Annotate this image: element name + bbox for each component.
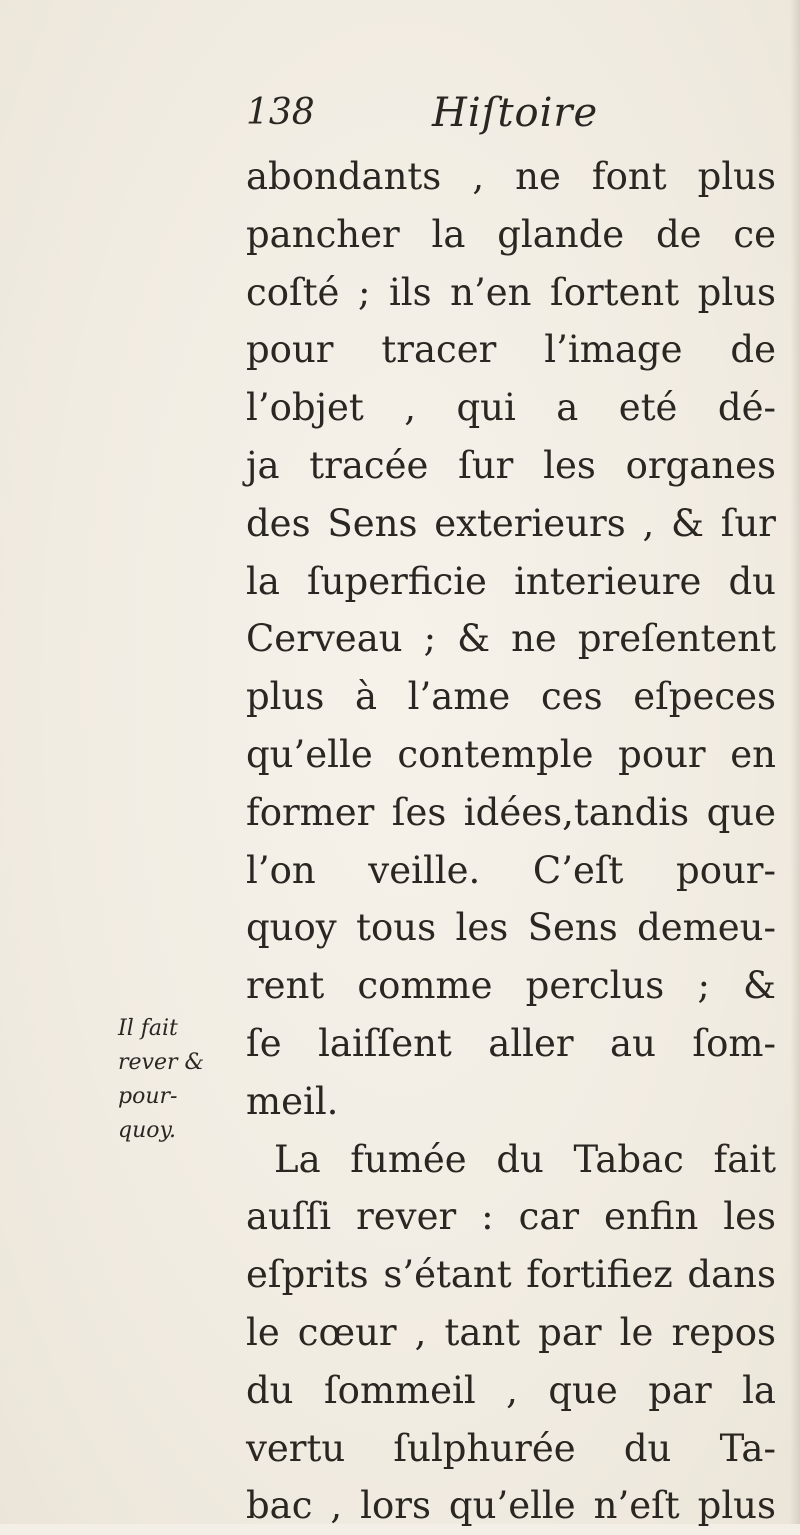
text-line: vertu ſulphurée du Ta- — [246, 1426, 776, 1470]
text-line: pour tracer l’image de — [246, 328, 776, 372]
margin-note-line: pour- — [118, 1084, 178, 1109]
text-line: l’on veille. C’eſt pour- — [246, 848, 776, 892]
margin-note-line: rever & — [118, 1050, 205, 1075]
text-line: ſe laiſſent aller au ſom- — [246, 1021, 776, 1065]
text-line: coſté ; ils n’en ſortent plus — [246, 270, 776, 314]
text-line: abondants , ne font plus — [246, 155, 776, 198]
text-line: qu’elle contemple pour en — [246, 732, 776, 776]
body-text — [246, 148, 776, 1535]
text-line: pancher la glande de ce — [246, 212, 776, 256]
text-line: le cœur , tant par le repos — [246, 1310, 776, 1354]
margin-note-line: quoy. — [118, 1118, 176, 1143]
text-line: quoy tous les Sens demeu- — [246, 906, 776, 950]
text-line: rent comme perclus ; & — [246, 964, 776, 1008]
text-line: l’objet , qui a eté dé- — [246, 386, 776, 430]
text-line: la ſuperficie interieure du — [246, 559, 776, 603]
text-line: plus à l’ame ces eſpeces — [246, 675, 776, 719]
page-header — [246, 92, 766, 142]
text-line: du ſommeil , que par la — [246, 1368, 776, 1412]
text-line: auſſi rever : car enfin les — [246, 1195, 776, 1239]
text-line: eſprits s’étant fortifiez dans — [246, 1253, 776, 1297]
margin-note-line: Il fait — [118, 1016, 178, 1041]
running-title: Hiſtoire — [432, 90, 599, 136]
paragraph-start-line: La fumée du Tabac fait — [274, 1137, 776, 1181]
margin-note — [118, 1012, 238, 1148]
text-line: former ſes idées,tandis que — [246, 790, 776, 834]
text-line: Cerveau ; & ne preſentent — [246, 617, 776, 661]
page-edge-shadow — [790, 0, 800, 1524]
page-number: 138 — [246, 92, 315, 133]
text-line: ja tracée ſur les organes — [246, 443, 776, 487]
text-line: bac , lors qu’elle n’eſt plus — [246, 1484, 776, 1528]
text-line: des Sens exterieurs , & ſur — [246, 501, 776, 545]
text-line: meil. — [246, 1079, 339, 1123]
